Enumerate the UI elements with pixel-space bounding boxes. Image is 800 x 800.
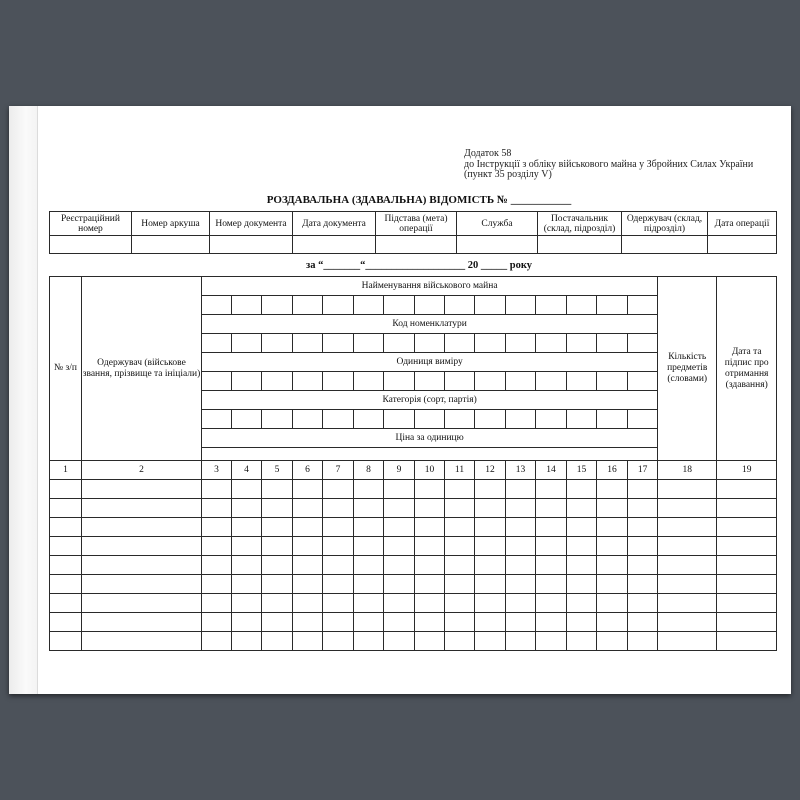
table-cell[interactable] xyxy=(628,594,658,613)
item-attribute-cell[interactable] xyxy=(445,410,475,429)
header-row-number: № з/п xyxy=(50,277,82,461)
item-attribute-cell[interactable] xyxy=(232,410,262,429)
column-number-11: 11 xyxy=(445,461,475,480)
table-cell[interactable] xyxy=(82,575,202,594)
table-cell[interactable] xyxy=(567,613,597,632)
item-attribute-cell[interactable] xyxy=(536,372,567,391)
form-sheet xyxy=(9,106,791,694)
table-cell[interactable] xyxy=(445,518,475,537)
operation-basis-cell[interactable] xyxy=(376,236,457,254)
table-cell[interactable] xyxy=(415,518,445,537)
table-cell[interactable] xyxy=(50,575,82,594)
item-attribute-cell[interactable] xyxy=(536,296,567,315)
table-cell[interactable] xyxy=(50,499,82,518)
item-attribute-cell[interactable] xyxy=(475,372,506,391)
table-cell[interactable] xyxy=(628,632,658,651)
header-operation-date: Дата операції xyxy=(708,212,777,236)
column-number-16: 16 xyxy=(597,461,628,480)
recipient-unit-cell[interactable] xyxy=(622,236,708,254)
table-cell[interactable] xyxy=(82,632,202,651)
item-attribute-cell[interactable] xyxy=(628,296,658,315)
service-cell[interactable] xyxy=(457,236,538,254)
column-number-9: 9 xyxy=(384,461,415,480)
table-cell[interactable] xyxy=(658,556,717,575)
table-cell[interactable] xyxy=(202,632,232,651)
annex-line-2: до Інструкції з обліку військового майна у Збройних Силах України xyxy=(464,158,754,170)
table-cell[interactable] xyxy=(475,632,506,651)
column-number-12: 12 xyxy=(475,461,506,480)
item-attribute-cell[interactable] xyxy=(445,296,475,315)
table-cell[interactable] xyxy=(445,556,475,575)
item-attribute-cell[interactable] xyxy=(415,410,445,429)
table-cell[interactable] xyxy=(506,575,536,594)
table-cell[interactable] xyxy=(658,499,717,518)
table-cell[interactable] xyxy=(262,480,293,499)
table-cell[interactable] xyxy=(475,537,506,556)
table-cell[interactable] xyxy=(415,613,445,632)
table-cell[interactable] xyxy=(50,480,82,499)
item-attribute-cell[interactable] xyxy=(262,410,293,429)
table-row xyxy=(50,480,777,499)
table-cell[interactable] xyxy=(384,613,415,632)
table-cell[interactable] xyxy=(384,632,415,651)
table-row xyxy=(50,537,777,556)
table-row xyxy=(50,575,777,594)
table-cell[interactable] xyxy=(567,518,597,537)
table-cell[interactable] xyxy=(597,537,628,556)
table-cell[interactable] xyxy=(354,537,384,556)
price-spacer-cell xyxy=(202,448,658,461)
table-cell[interactable] xyxy=(628,556,658,575)
table-cell[interactable] xyxy=(658,575,717,594)
item-attribute-cell[interactable] xyxy=(232,334,262,353)
table-cell[interactable] xyxy=(536,480,567,499)
table-row xyxy=(50,518,777,537)
table-cell[interactable] xyxy=(202,537,232,556)
table-cell[interactable] xyxy=(293,556,323,575)
table-cell[interactable] xyxy=(445,632,475,651)
registration-table xyxy=(49,211,777,254)
table-cell[interactable] xyxy=(82,613,202,632)
table-cell[interactable] xyxy=(50,518,82,537)
table-cell[interactable] xyxy=(658,632,717,651)
table-cell[interactable] xyxy=(475,594,506,613)
form-title: РОЗДАВАЛЬНА (ЗДАВАЛЬНА) ВІДОМІСТЬ № ___________ xyxy=(266,194,572,206)
header-recipient-unit: Одержувач (склад, підрозділ) xyxy=(622,212,708,236)
table-cell[interactable] xyxy=(567,556,597,575)
table-cell[interactable] xyxy=(597,613,628,632)
table-cell[interactable] xyxy=(506,556,536,575)
table-row xyxy=(50,613,777,632)
table-cell[interactable] xyxy=(232,594,262,613)
item-attribute-cell[interactable] xyxy=(202,334,232,353)
item-attribute-cell[interactable] xyxy=(293,334,323,353)
item-attribute-cell[interactable] xyxy=(262,296,293,315)
table-cell[interactable] xyxy=(628,480,658,499)
table-cell[interactable] xyxy=(506,613,536,632)
item-attribute-cell[interactable] xyxy=(202,410,232,429)
table-cell[interactable] xyxy=(202,499,232,518)
table-cell[interactable] xyxy=(82,480,202,499)
table-cell[interactable] xyxy=(82,537,202,556)
table-cell[interactable] xyxy=(232,556,262,575)
item-attribute-cell[interactable] xyxy=(536,334,567,353)
sheet-number-cell[interactable] xyxy=(132,236,210,254)
table-cell[interactable] xyxy=(384,575,415,594)
supplier-cell[interactable] xyxy=(538,236,622,254)
table-cell[interactable] xyxy=(354,613,384,632)
table-cell[interactable] xyxy=(536,537,567,556)
table-cell[interactable] xyxy=(262,499,293,518)
table-cell[interactable] xyxy=(50,594,82,613)
table-cell[interactable] xyxy=(658,480,717,499)
table-cell[interactable] xyxy=(658,518,717,537)
table-cell[interactable] xyxy=(415,575,445,594)
table-cell[interactable] xyxy=(354,518,384,537)
table-cell[interactable] xyxy=(262,537,293,556)
table-cell[interactable] xyxy=(50,537,82,556)
column-number-7: 7 xyxy=(323,461,354,480)
item-attribute-cell[interactable] xyxy=(354,334,384,353)
header-quantity-words: Кількість предметів (словами) xyxy=(658,277,717,461)
table-cell[interactable] xyxy=(567,537,597,556)
table-cell[interactable] xyxy=(717,575,777,594)
item-attribute-cell[interactable] xyxy=(597,372,628,391)
column-number-1: 1 xyxy=(50,461,82,480)
table-cell[interactable] xyxy=(536,556,567,575)
item-attribute-cell[interactable] xyxy=(597,334,628,353)
table-cell[interactable] xyxy=(262,632,293,651)
item-attribute-cell[interactable] xyxy=(475,410,506,429)
table-cell[interactable] xyxy=(232,613,262,632)
item-attribute-cell[interactable] xyxy=(506,296,536,315)
item-attribute-cell[interactable] xyxy=(536,410,567,429)
table-cell[interactable] xyxy=(262,613,293,632)
item-attribute-cell[interactable] xyxy=(323,410,354,429)
table-cell[interactable] xyxy=(293,480,323,499)
table-cell[interactable] xyxy=(323,575,354,594)
column-number-5: 5 xyxy=(262,461,293,480)
item-attribute-cell[interactable] xyxy=(323,372,354,391)
label-unit-price: Ціна за одиницю xyxy=(202,429,658,448)
item-attribute-cell[interactable] xyxy=(262,372,293,391)
table-cell[interactable] xyxy=(658,613,717,632)
table-cell[interactable] xyxy=(262,556,293,575)
table-cell[interactable] xyxy=(354,575,384,594)
table-cell[interactable] xyxy=(232,480,262,499)
table-cell[interactable] xyxy=(597,575,628,594)
table-cell[interactable] xyxy=(567,499,597,518)
table-cell[interactable] xyxy=(717,499,777,518)
table-cell[interactable] xyxy=(323,594,354,613)
table-cell[interactable] xyxy=(717,613,777,632)
table-cell[interactable] xyxy=(717,556,777,575)
operation-date-cell[interactable] xyxy=(708,236,777,254)
table-row xyxy=(50,556,777,575)
table-cell[interactable] xyxy=(628,613,658,632)
table-cell[interactable] xyxy=(628,537,658,556)
column-number-2: 2 xyxy=(82,461,202,480)
table-cell[interactable] xyxy=(323,499,354,518)
item-attribute-cell[interactable] xyxy=(415,334,445,353)
table-cell[interactable] xyxy=(506,537,536,556)
table-cell[interactable] xyxy=(445,537,475,556)
table-cell[interactable] xyxy=(415,594,445,613)
distribution-table xyxy=(49,276,777,651)
table-cell[interactable] xyxy=(506,480,536,499)
table-cell[interactable] xyxy=(293,632,323,651)
item-attribute-cell[interactable] xyxy=(354,372,384,391)
table-cell[interactable] xyxy=(536,594,567,613)
table-cell[interactable] xyxy=(354,594,384,613)
period-line: за “_______“___________________ 20 _____ року xyxy=(306,260,532,271)
registration-number-cell[interactable] xyxy=(50,236,132,254)
table-cell[interactable] xyxy=(262,594,293,613)
table-cell[interactable] xyxy=(415,632,445,651)
annex-line-1: Додаток 58 xyxy=(464,148,512,159)
item-attribute-cell[interactable] xyxy=(567,372,597,391)
table-cell[interactable] xyxy=(50,556,82,575)
table-cell[interactable] xyxy=(232,518,262,537)
header-registration-number: Реєстраційний номер xyxy=(50,212,132,236)
table-cell[interactable] xyxy=(232,499,262,518)
table-cell[interactable] xyxy=(567,575,597,594)
table-cell[interactable] xyxy=(597,632,628,651)
label-nomenclature-code: Код номенклатури xyxy=(202,315,658,334)
item-attribute-cell[interactable] xyxy=(202,372,232,391)
table-cell[interactable] xyxy=(232,575,262,594)
column-number-3: 3 xyxy=(202,461,232,480)
table-cell[interactable] xyxy=(323,537,354,556)
item-attribute-cell[interactable] xyxy=(415,372,445,391)
table-cell[interactable] xyxy=(202,575,232,594)
table-cell[interactable] xyxy=(415,499,445,518)
table-cell[interactable] xyxy=(475,499,506,518)
item-attribute-cell[interactable] xyxy=(475,334,506,353)
table-cell[interactable] xyxy=(717,632,777,651)
item-attribute-cell[interactable] xyxy=(445,372,475,391)
document-date-cell[interactable] xyxy=(293,236,376,254)
table-cell[interactable] xyxy=(597,594,628,613)
table-cell[interactable] xyxy=(415,556,445,575)
item-attribute-cell[interactable] xyxy=(628,372,658,391)
table-cell[interactable] xyxy=(628,518,658,537)
table-cell[interactable] xyxy=(323,518,354,537)
table-cell[interactable] xyxy=(293,499,323,518)
item-attribute-cell[interactable] xyxy=(232,372,262,391)
table-cell[interactable] xyxy=(293,518,323,537)
table-cell[interactable] xyxy=(354,632,384,651)
table-cell[interactable] xyxy=(384,537,415,556)
table-cell[interactable] xyxy=(506,632,536,651)
table-cell[interactable] xyxy=(82,556,202,575)
header-operation-basis: Підстава (мета) операції xyxy=(376,212,457,236)
column-number-13: 13 xyxy=(506,461,536,480)
column-number-14: 14 xyxy=(536,461,567,480)
table-cell[interactable] xyxy=(658,594,717,613)
item-attribute-cell[interactable] xyxy=(354,296,384,315)
table-row xyxy=(50,594,777,613)
item-attribute-cell[interactable] xyxy=(628,334,658,353)
table-cell[interactable] xyxy=(82,518,202,537)
table-cell[interactable] xyxy=(202,613,232,632)
table-cell[interactable] xyxy=(354,556,384,575)
table-cell[interactable] xyxy=(82,499,202,518)
column-number-6: 6 xyxy=(293,461,323,480)
item-attribute-cell[interactable] xyxy=(354,410,384,429)
annex-note xyxy=(464,149,789,181)
header-document-number: Номер документа xyxy=(210,212,293,236)
table-cell[interactable] xyxy=(536,518,567,537)
column-number-18: 18 xyxy=(658,461,717,480)
item-attribute-cell[interactable] xyxy=(323,334,354,353)
table-cell[interactable] xyxy=(384,480,415,499)
table-cell[interactable] xyxy=(536,575,567,594)
table-cell[interactable] xyxy=(536,613,567,632)
table-cell[interactable] xyxy=(262,575,293,594)
label-category: Категорія (сорт, партія) xyxy=(202,391,658,410)
item-attribute-cell[interactable] xyxy=(384,410,415,429)
table-cell[interactable] xyxy=(475,575,506,594)
table-cell[interactable] xyxy=(445,575,475,594)
table-cell[interactable] xyxy=(262,518,293,537)
table-cell[interactable] xyxy=(202,480,232,499)
annex-line-3: (пункт 35 розділу V) xyxy=(464,169,552,180)
column-number-8: 8 xyxy=(354,461,384,480)
header-date-signature: Дата та підпис про отримання (здавання) xyxy=(717,277,777,461)
item-attribute-cell[interactable] xyxy=(475,296,506,315)
table-cell[interactable] xyxy=(567,480,597,499)
item-attribute-cell[interactable] xyxy=(567,410,597,429)
table-cell[interactable] xyxy=(717,518,777,537)
item-attribute-cell[interactable] xyxy=(597,410,628,429)
table-cell[interactable] xyxy=(293,575,323,594)
item-attribute-cell[interactable] xyxy=(293,372,323,391)
item-attribute-cell[interactable] xyxy=(506,334,536,353)
table-cell[interactable] xyxy=(384,594,415,613)
table-cell[interactable] xyxy=(536,632,567,651)
item-attribute-cell[interactable] xyxy=(384,334,415,353)
table-cell[interactable] xyxy=(506,594,536,613)
table-cell[interactable] xyxy=(536,499,567,518)
table-cell[interactable] xyxy=(415,537,445,556)
item-attribute-cell[interactable] xyxy=(262,334,293,353)
table-cell[interactable] xyxy=(384,518,415,537)
table-cell[interactable] xyxy=(567,632,597,651)
table-cell[interactable] xyxy=(475,518,506,537)
header-sheet-number: Номер аркуша xyxy=(132,212,210,236)
header-supplier: Постачальник (склад, підрозділ) xyxy=(538,212,622,236)
table-cell[interactable] xyxy=(597,556,628,575)
table-cell[interactable] xyxy=(597,480,628,499)
item-attribute-cell[interactable] xyxy=(293,296,323,315)
header-service: Служба xyxy=(457,212,538,236)
item-attribute-cell[interactable] xyxy=(445,334,475,353)
table-cell[interactable] xyxy=(323,480,354,499)
table-cell[interactable] xyxy=(323,556,354,575)
column-number-4: 4 xyxy=(232,461,262,480)
table-cell[interactable] xyxy=(597,499,628,518)
table-cell[interactable] xyxy=(384,499,415,518)
item-attribute-cell[interactable] xyxy=(232,296,262,315)
item-attribute-cell[interactable] xyxy=(567,334,597,353)
item-attribute-cell[interactable] xyxy=(323,296,354,315)
table-cell[interactable] xyxy=(232,537,262,556)
column-number-17: 17 xyxy=(628,461,658,480)
item-attribute-cell[interactable] xyxy=(567,296,597,315)
item-attribute-cell[interactable] xyxy=(506,410,536,429)
table-cell[interactable] xyxy=(354,499,384,518)
table-cell[interactable] xyxy=(475,613,506,632)
table-cell[interactable] xyxy=(597,518,628,537)
header-recipient: Одержувач (військове звання, прізвище та ініціали) xyxy=(82,277,202,461)
table-cell[interactable] xyxy=(445,480,475,499)
document-number-cell[interactable] xyxy=(210,236,293,254)
table-cell[interactable] xyxy=(506,499,536,518)
table-cell[interactable] xyxy=(232,632,262,651)
table-cell[interactable] xyxy=(658,537,717,556)
table-cell[interactable] xyxy=(293,537,323,556)
table-cell[interactable] xyxy=(354,480,384,499)
item-attribute-cell[interactable] xyxy=(628,410,658,429)
table-cell[interactable] xyxy=(445,594,475,613)
item-attribute-cell[interactable] xyxy=(597,296,628,315)
table-row xyxy=(50,499,777,518)
table-cell[interactable] xyxy=(202,594,232,613)
column-number-10: 10 xyxy=(415,461,445,480)
table-cell[interactable] xyxy=(567,594,597,613)
table-cell[interactable] xyxy=(717,480,777,499)
table-cell[interactable] xyxy=(202,518,232,537)
header-document-date: Дата документа xyxy=(293,212,376,236)
table-cell[interactable] xyxy=(202,556,232,575)
item-attribute-cell[interactable] xyxy=(202,296,232,315)
table-cell[interactable] xyxy=(475,556,506,575)
table-cell[interactable] xyxy=(628,575,658,594)
column-number-19: 19 xyxy=(717,461,777,480)
table-cell[interactable] xyxy=(293,594,323,613)
label-property-name: Найменування військового майна xyxy=(202,277,658,296)
item-attribute-cell[interactable] xyxy=(506,372,536,391)
table-cell[interactable] xyxy=(628,499,658,518)
table-cell[interactable] xyxy=(82,594,202,613)
table-cell[interactable] xyxy=(717,594,777,613)
item-attribute-cell[interactable] xyxy=(384,372,415,391)
table-cell[interactable] xyxy=(323,632,354,651)
item-attribute-cell[interactable] xyxy=(293,410,323,429)
table-cell[interactable] xyxy=(323,613,354,632)
column-number-15: 15 xyxy=(567,461,597,480)
table-cell[interactable] xyxy=(415,480,445,499)
table-cell[interactable] xyxy=(445,613,475,632)
table-cell[interactable] xyxy=(384,556,415,575)
column-numbers-row xyxy=(50,461,777,480)
table-cell[interactable] xyxy=(50,632,82,651)
table-cell[interactable] xyxy=(293,613,323,632)
table-row xyxy=(50,632,777,651)
item-attribute-cell[interactable] xyxy=(415,296,445,315)
table-cell[interactable] xyxy=(445,499,475,518)
table-cell[interactable] xyxy=(475,480,506,499)
sheet-binding-edge xyxy=(9,106,38,694)
table-cell[interactable] xyxy=(50,613,82,632)
table-cell[interactable] xyxy=(717,537,777,556)
table-cell[interactable] xyxy=(506,518,536,537)
item-attribute-cell[interactable] xyxy=(384,296,415,315)
label-unit-of-measure: Одиниця виміру xyxy=(202,353,658,372)
